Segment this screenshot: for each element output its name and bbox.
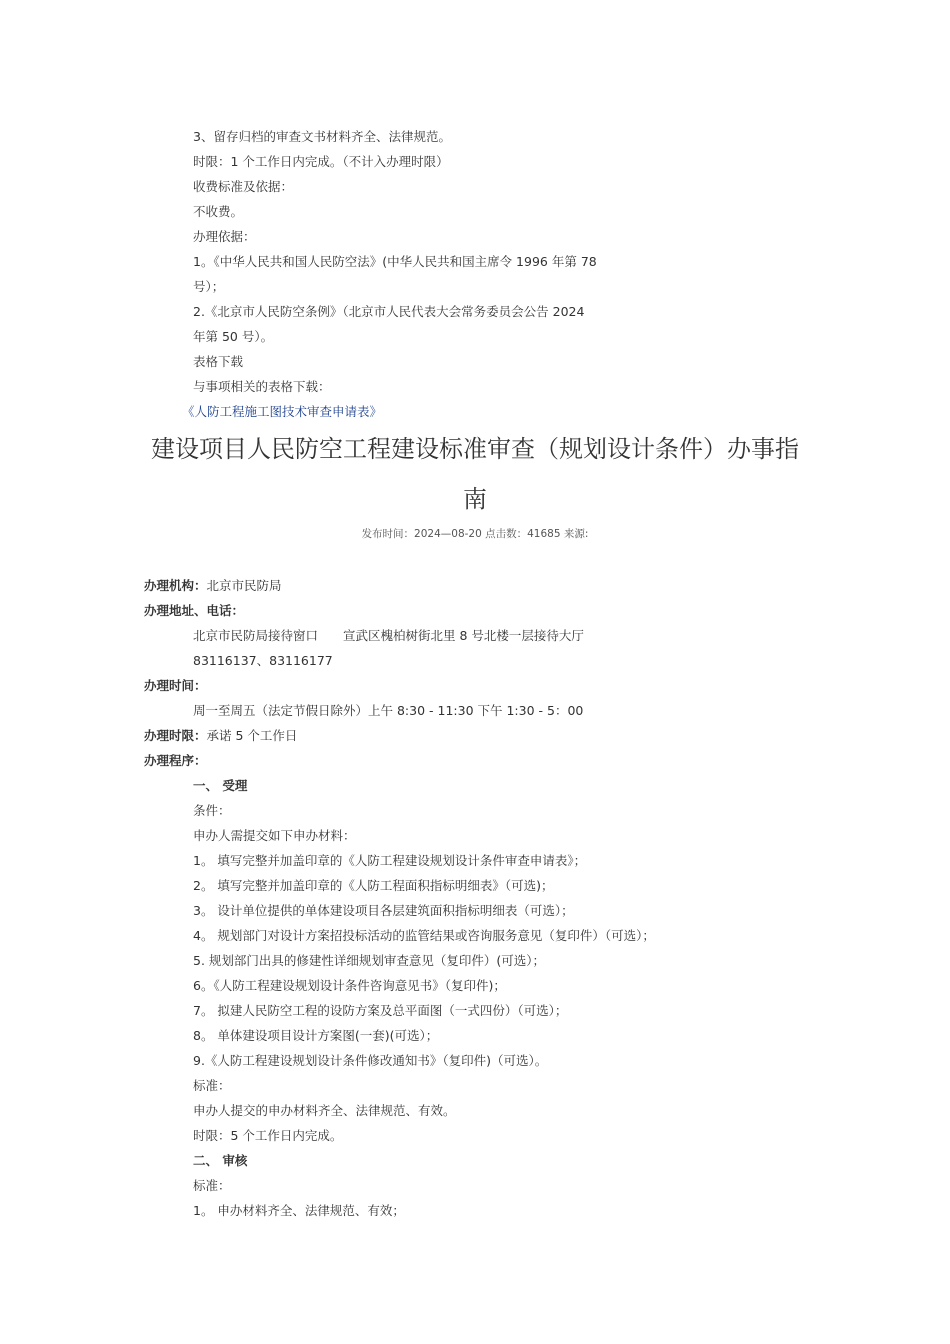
list-item: 1。 填写完整并加盖印章的《人防工程建设规划设计条件审查申请表》；: [193, 853, 587, 868]
text-line: 年第 50 号）。: [193, 329, 274, 344]
list-item: 9.《人防工程建设规划设计条件修改通知书》（复印件)（可选）。: [193, 1053, 548, 1068]
list-item: 6。《人防工程建设规划设计条件咨询意见书》（复印件)；: [193, 978, 506, 993]
org-row: [144, 573, 282, 598]
text-line: 条件：: [193, 803, 231, 818]
text-line: 申办人提交的申办材料齐全、法律规范、有效。: [193, 1103, 456, 1118]
text-line: 不收费。: [193, 204, 244, 219]
text-line: 与事项相关的表格下载：: [193, 379, 331, 394]
limit-row: [144, 723, 297, 748]
page-title-continuation: 南: [463, 485, 487, 513]
list-item: 4。 规划部门对设计方案招投标活动的监管结果或咨询服务意见（复印件）（可选）；: [193, 928, 655, 943]
form-download-link-row: [182, 399, 382, 424]
text-line: 号）；: [193, 279, 225, 294]
procedure-label: 办理程序：: [144, 753, 207, 768]
limit-value: 承诺 5 个工作日: [206, 728, 298, 743]
publish-meta: 发布时间：2024—08-20 点击数：41685 来源:: [361, 528, 589, 540]
addr-label: 办理地址、电话：: [144, 603, 245, 618]
text-line: 1。《中华人民共和国人民防空法》(中华人民共和国主席令 1996 年第 78: [193, 254, 597, 269]
phone-line: 83116137、83116177: [193, 653, 333, 668]
org-value: 北京市民防局: [206, 578, 282, 593]
text-line: 2.《北京市人民防空条例》（北京市人民代表大会常务委员会公告 2024: [193, 304, 585, 319]
text-line: 申办人需提交如下申办材料：: [193, 828, 356, 843]
section-heading: 一、 受理: [193, 778, 248, 793]
addr-line: 北京市民防局接待窗口 宣武区槐柏树街北里 8 号北楼一层接待大厅: [193, 628, 584, 643]
time-label: 办理时间：: [144, 678, 207, 693]
text-line: 表格下载: [193, 354, 244, 369]
text-line: 3、留存归档的审查文书材料齐全、法律规范。: [193, 129, 451, 144]
list-item: 1。 申办材料齐全、法律规范、有效；: [193, 1203, 405, 1218]
text-line: 时限：1 个工作日内完成。（不计入办理时限）: [193, 154, 449, 169]
org-label: 办理机构：: [144, 578, 207, 593]
page-title: 建设项目人民防空工程建设标准审查（规划设计条件）办事指: [151, 435, 799, 463]
list-item: 5. 规划部门出具的修建性详细规划审查意见（复印件）(可选）；: [193, 953, 546, 968]
text-line: 标准：: [193, 1178, 231, 1193]
section-heading: 二、 审核: [193, 1153, 248, 1168]
list-item: 8。 单体建设项目设计方案图(一套)(可选）；: [193, 1028, 439, 1043]
text-line: 收费标准及依据：: [193, 179, 294, 194]
limit-label: 办理时限：: [144, 728, 207, 743]
text-line: 办理依据：: [193, 229, 256, 244]
text-line: 标准：: [193, 1078, 231, 1093]
text-line: 时限：5 个工作日内完成。: [193, 1128, 343, 1143]
time-value: 周一至周五（法定节假日除外）上午 8:30 - 11:30 下午 1:30 - 5：00: [193, 703, 584, 718]
form-download-link[interactable]: 《人防工程施工图技术审查申请表》: [182, 404, 383, 419]
list-item: 7。 拟建人民防空工程的设防方案及总平面图（一式四份）（可选）；: [193, 1003, 568, 1018]
list-item: 2。 填写完整并加盖印章的《人防工程面积指标明细表》（可选)；: [193, 878, 554, 893]
list-item: 3。 设计单位提供的单体建设项目各层建筑面积指标明细表（可选）；: [193, 903, 574, 918]
